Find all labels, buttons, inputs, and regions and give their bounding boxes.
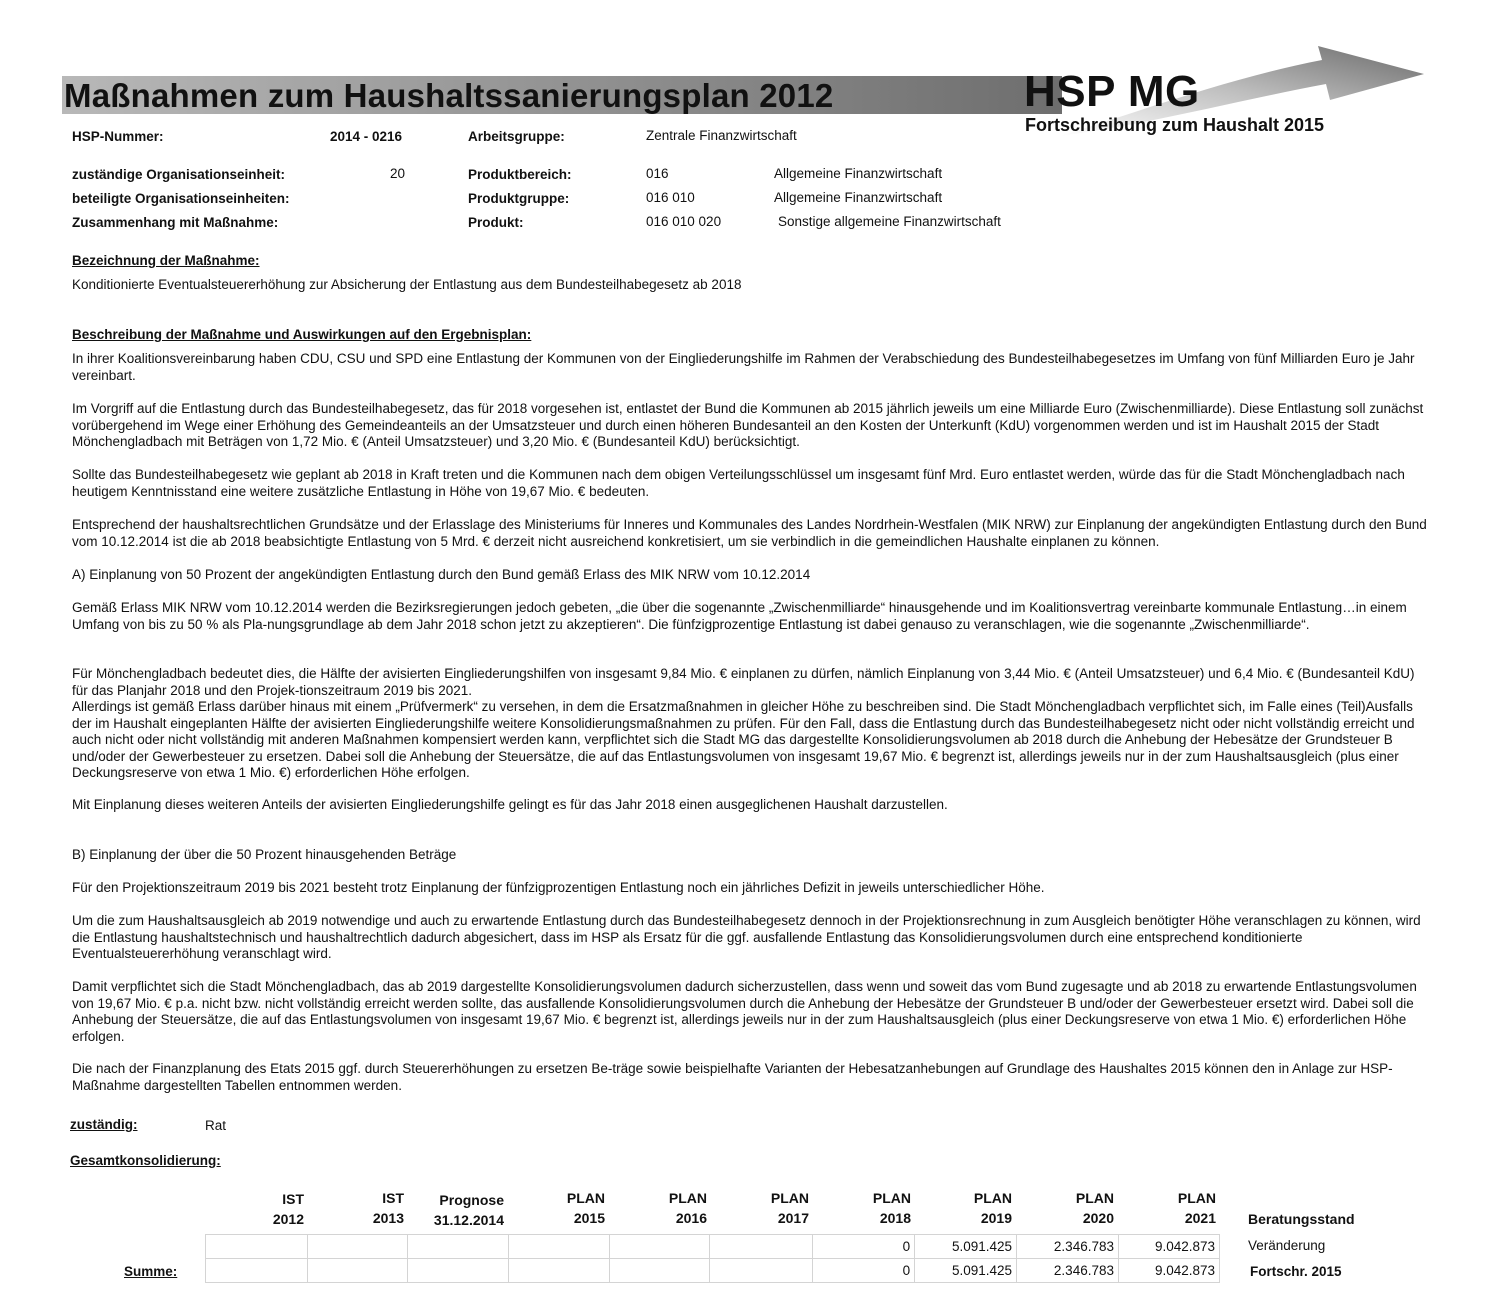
page-title: Maßnahmen zum Haushaltssanierungsplan 2012 <box>64 77 834 114</box>
zusammenhang-label: Zusammenhang mit Maßnahme: <box>72 215 279 230</box>
table-cell <box>206 1235 308 1259</box>
produktgruppe-nr: 016 010 <box>646 190 695 205</box>
table-cell: 9.042.873 <box>1118 1235 1219 1259</box>
arbeitsgruppe-value: Zentrale Finanzwirtschaft <box>646 128 797 143</box>
paragraph: B) Einplanung der über die 50 Prozent hinausgehenden Beträge <box>72 847 457 862</box>
paragraph: Um die zum Haushaltsausgleich ab 2019 notwendige und auch zu erwartende Entlastung durch das Bundesteilhabegesetz dennoch in der Projektionsrechnung in zum Ausgleich benötigter Höhe veranschlagen zu können, wird die Entlastung haushaltstechnisch und haushaltrechtlich dadurch abgesichert, dass im HSP als Ersatz für die ggf. ausfallende Entlastung das Konsolidierungsvolumen durch eine entsprechend konditionierte Eventualsteuererhöhung veranschlagt wird. <box>72 913 1421 961</box>
hsp-nummer-label: HSP-Nummer: <box>72 129 164 144</box>
arbeitsgruppe-label: Arbeitsgruppe: <box>468 129 565 144</box>
col-header: PLAN 2020 <box>1075 1190 1114 1226</box>
table-cell: 0 <box>813 1259 915 1283</box>
bezeichnung-text: Konditionierte Eventualsteuererhöhung zur Absicherung der Entlastung aus dem Bundesteilhabegesetz ab 2018 <box>72 277 742 292</box>
paragraph: Damit verpflichtet sich die Stadt Mönchengladbach, das ab 2019 dargestellte Konsolidierungsvolumen dadurch sicherzustellen, dass wenn und soweit das vom Bund zugesagte und ab 2018 zu erwartende Entlastungsvolumen von 19,67 Mio. € p.a. nicht bzw. nicht vollständig erreicht werden sollte, das ausfallende Konsolidierungsvolumen durch die Anhebung der Hebesätze der Grundsteuer B und/oder der Gewerbesteuer ersetzt wird. Dabei soll die Anhebung der Steuersätze, die auf das Entlastungsvolumen von insgesamt 19,67 Mio. € begrenzt ist, allerdings jeweils nur in der zum Haushaltsausgleich (plus einer Deckungsreserve von etwa 1 Mio. €) erforderlichen Höhe erfolgen. <box>72 979 1417 1044</box>
col-header: PLAN 2015 <box>566 1190 605 1226</box>
logo-main: HSP MG <box>1024 67 1200 116</box>
table-cell: 5.091.425 <box>915 1235 1017 1259</box>
produkt-name: Sonstige allgemeine Finanzwirtschaft <box>778 214 1001 229</box>
konsolidierung-table <box>205 1234 1220 1283</box>
table-cell <box>710 1235 813 1259</box>
col-header: PLAN 2016 <box>668 1190 707 1226</box>
table-cell: 5.091.425 <box>915 1259 1017 1283</box>
beschreibung-heading: Beschreibung der Maßnahme und Auswirkungen auf den Ergebnisplan: <box>72 327 532 342</box>
table-cell <box>206 1259 308 1283</box>
paragraph: Gemäß Erlass MIK NRW vom 10.12.2014 werden die Bezirksregierungen jedoch gebeten, „die über die sogenannte „Zwischenmilliarde“ hinausgehende und im Koalitionsvertrag vereinbarte kommunale Entlastung…in einem Umfang von bis zu 50 % als Pla-nungsgrundlage ab dem Jahr 2018 schon jetzt zu akzeptieren“. Die fünfzigprozentige Entlastung ist dabei genauso zu veranschlagen, wie die sogenannte „Zwischenmilliarde“. <box>72 600 1407 632</box>
col-header: IST 2013 <box>372 1190 404 1226</box>
col-header: IST 2012 <box>272 1191 304 1227</box>
table-cell: 0 <box>813 1235 915 1259</box>
table-cell <box>407 1235 508 1259</box>
paragraph: Für Mönchengladbach bedeutet dies, die Hälfte der avisierten Eingliederungshilfen von insgesamt 9,84 Mio. € einplanen zu dürfen, nämlich Einplanung von 3,44 Mio. € (Anteil Umsatzsteuer) und 6,4 Mio. € (Bundesanteil KdU) für das Planjahr 2018 und den Projek-tionszeitraum 2019 bis 2021. <box>72 666 1415 698</box>
table-cell <box>407 1259 508 1283</box>
paragraph: Allerdings ist gemäß Erlass darüber hinaus mit einem „Prüfvermerk“ zu versehen, in dem die Ersatzmaßnahmen in gleicher Höhe zu beschreiben sind. Die Stadt Mönchengladbach verpflichtet sich, im Falle eines (Teil)Ausfalls der im Haushalt eingeplanten Hälfte der avisierten Eingliederungshilfe weitere Konsolidierungsmaßnahmen zu prüfen. Für den Fall, dass die Entlastung durch das Bundesteilhabegesetz nicht oder nicht vollständig erreicht und auch nicht oder nicht vollständig mit anderen Maßnahmen kompensiert werden kann, verpflichtet sich die Stadt MG das dargestellte Konsolidierungsvolumen ab 2018 durch die Anhebung der Hebesätze der Grundsteuer B und/oder der Gewerbesteuer zu ersetzen. Dabei soll die Anhebung der Steuersätze, die auf das Entlastungsvolumen von insgesamt 19,67 Mio. € begrenzt ist, allerdings jeweils nur in der zum Haushaltsausgleich (plus einer Deckungsreserve von etwa 1 Mio. €) erforderlichen Höhe erfolgen. <box>72 699 1415 780</box>
paragraph: Sollte das Bundesteilhabegesetz wie geplant ab 2018 in Kraft treten und die Kommunen nach dem obigen Verteilungsschlüssel um insgesamt fünf Mrd. Euro entlastet werden, würde das für die Stadt Mönchengladbach nach heutigem Kenntnisstand eine weitere zusätzliche Entlastung in Höhe von 19,67 Mio. € bedeuten. <box>72 467 1405 499</box>
paragraph: Im Vorgriff auf die Entlastung durch das Bundesteilhabegesetz, das für 2018 vorgesehen ist, entlastet der Bund die Kommunen ab 2015 jährlich jeweils um eine Milliarde Euro (Zwischenmilliarde). Diese Entlastung soll zunächst vorübergehend im Wege einer Erhöhung des Gemeindeanteils an der Umsatzsteuer und durch einen höheren Bundesanteil an den Kosten der Unterkunft (KdU) vorgenommen werden und ist im Haushalt 2015 der Stadt Mönchengladbach mit Beträgen von 1,72 Mio. € (Anteil Umsatzsteuer) und 3,20 Mio. € (Bundesanteil KdU) berücksichtigt. <box>72 401 1424 449</box>
table-cell <box>508 1235 610 1259</box>
status-veraenderung: Veränderung <box>1248 1238 1326 1253</box>
org-label: zuständige Organisationseinheit: <box>72 167 286 182</box>
produktbereich-name: Allgemeine Finanzwirtschaft <box>774 166 943 181</box>
col-header: PLAN 2019 <box>973 1190 1012 1226</box>
table-cell: 2.346.783 <box>1017 1259 1119 1283</box>
table-cell <box>710 1259 813 1283</box>
col-header: PLAN 2021 <box>1177 1190 1216 1226</box>
zustaendig-value: Rat <box>205 1118 227 1133</box>
paragraph: A) Einplanung von 50 Prozent der angekündigten Entlastung durch den Bund gemäß Erlass des MIK NRW vom 10.12.2014 <box>72 567 811 582</box>
paragraph: In ihrer Koalitionsvereinbarung haben CDU, CSU und SPD eine Entlastung der Kommunen von der Eingliederungshilfe im Rahmen der Verabschiedung des Bundesteilhabegesetzes im Umfang von fünf Milliarden Euro je Jahr vereinbart. <box>72 351 1415 383</box>
status-fortschreibung: Fortschr. 2015 <box>1250 1264 1342 1279</box>
beteiligte-label: beteiligte Organisationseinheiten: <box>72 191 290 206</box>
table-row <box>206 1259 1220 1283</box>
hsp-nummer-value: 2014 - 0216 <box>330 129 403 144</box>
produktbereich-nr: 016 <box>646 166 669 181</box>
zustaendig-label: zuständig: <box>70 1117 138 1132</box>
beratungsstand-header: Beratungsstand <box>1248 1211 1355 1227</box>
table-cell: 2.346.783 <box>1017 1235 1119 1259</box>
table-cell: 9.042.873 <box>1118 1259 1219 1283</box>
table-row <box>206 1235 1220 1259</box>
produktbereich-label: Produktbereich: <box>468 167 572 182</box>
col-header: Prognose 31.12.2014 <box>433 1192 504 1228</box>
produktgruppe-name: Allgemeine Finanzwirtschaft <box>774 190 943 205</box>
table-cell <box>610 1259 710 1283</box>
table-cell <box>610 1235 710 1259</box>
table-cell <box>508 1259 610 1283</box>
paragraph: Entsprechend der haushaltsrechtlichen Grundsätze und der Erlasslage des Ministeriums für Inneres und Kommunales des Landes Nordrhein-Westfalen (MIK NRW) zur Einplanung der angekündigten Entlastung durch den Bund vom 10.12.2014 ist die ab 2018 beabsichtigte Entlastung von 5 Mrd. € derzeit nicht ausreichend konkretisiert, um sie verbindlich in die gemeindlichen Haushalte einplanen zu können. <box>72 517 1427 549</box>
logo-subtitle: Fortschreibung zum Haushalt 2015 <box>1025 115 1325 135</box>
col-header: PLAN 2017 <box>770 1190 809 1226</box>
col-header: PLAN 2018 <box>872 1190 911 1226</box>
paragraph: Für den Projektionszeitraum 2019 bis 2021 besteht trotz Einplanung der fünfzigprozentigen Entlastung noch ein jährliches Defizit in jeweils unterschiedlicher Höhe. <box>72 880 1045 895</box>
table-cell <box>307 1235 407 1259</box>
produkt-nr: 016 010 020 <box>646 214 722 229</box>
org-value: 20 <box>390 166 406 181</box>
paragraph: Die nach der Finanzplanung des Etats 2015 ggf. durch Steuererhöhungen zu ersetzen Be-träge sowie beispielhafte Varianten der Hebesatzanhebungen auf Grundlage des Haushaltes 2015 können den in Anlage zur HSP-Maßnahme dargestellten Tabellen entnommen werden. <box>72 1061 1393 1093</box>
produkt-label: Produkt: <box>468 215 524 230</box>
gesamt-heading: Gesamtkonsolidierung: <box>70 1153 221 1168</box>
table-cell <box>307 1259 407 1283</box>
paragraph: Mit Einplanung dieses weiteren Anteils der avisierten Eingliederungshilfe gelingt es für das Jahr 2018 einen ausgeglichenen Haushalt darzustellen. <box>72 797 948 812</box>
produktgruppe-label: Produktgruppe: <box>468 191 570 206</box>
summe-label: Summe: <box>124 1264 178 1279</box>
bezeichnung-heading: Bezeichnung der Maßnahme: <box>72 253 260 268</box>
